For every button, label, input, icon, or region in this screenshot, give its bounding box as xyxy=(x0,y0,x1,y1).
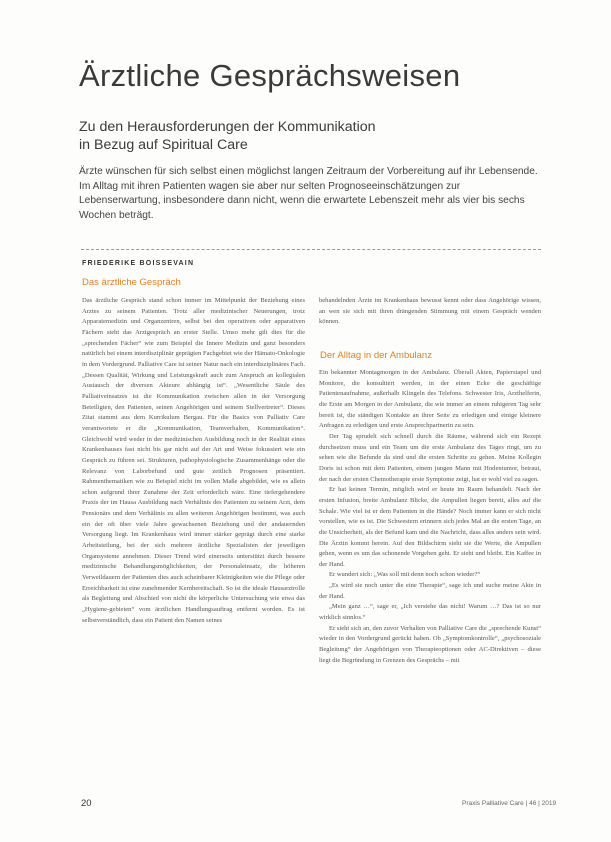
right-column-top-text: behandelnden Ärzte im Krankenhaus bewusst kennt oder dass Angehörige wissen, an wen sie sich mit ihren drängenden Stimmung mit einem Gespräch wenden können. xyxy=(319,297,541,326)
page-number: 20 xyxy=(81,798,92,809)
lead-paragraph: Ärzte wünschen für sich selbst einen möglichst langen Zeitraum der Vorbereitung auf ihr Lebensende. Im Alltag mit ihren Patienten wagen sie aber nur selten Prognoseeinschätzungen zur Lebenserwartung, insbesondere dann nicht, wenn die erwartete Lebenszeit mehr als vier bis sechs Wochen beträgt. xyxy=(79,166,538,221)
right-column-top xyxy=(319,296,541,336)
left-column xyxy=(82,296,305,796)
paragraph: Der Tag sprudelt sich schnell durch die Räume, während sich ein Rezept durchsetzen muss und ein Team um die erste Ambulanz des Tages ringt, um zu sehen wie die Befunde da sind und die ersten Schritte zu gehen. Meine Kollegin Doris ist schon mit dem Patienten, einem jungen Mann mit Hodentumor, betraut, der nach der ersten Chemotherapie erste Symptome zeigt, hat er wohl viel zu sagen. xyxy=(319,432,541,483)
dialogue-line: „Es wird sie noch unter die eine Therapie“, sage ich und suche meine Akte in der Hand. xyxy=(319,582,541,600)
section-heading-ambulanz: Der Alltag in der Ambulanz xyxy=(320,350,432,361)
paragraph: Ein bekannter Montagmorgen in der Ambulanz. Überall Akten, Papierstapel und Monitore, die konsultiert werden, in der einen Ecke die geschäftige Patientenaufnahme, außerhalb Klingeln des Telefons. Schwester Iris, Arzthelferin, die Erste am Morgen in der Ambulanz, die wie immer an einem ruhigeren Tag sehr bereit ist, die ständigen Kontakte an ihrer Seite zu erledigen und einige kleinere Anfragen zu erledigen und erste Ansprechpartnerin zu sein. xyxy=(319,369,541,430)
section-heading-arztgespraech: Das ärztliche Gespräch xyxy=(82,277,181,288)
dialogue-line: „Mein ganz …“, sage er, „Ich verstehe das nicht! Warum …? Das ist so nur wirklich sinnlos.“ xyxy=(319,603,541,622)
subtitle-line-1: Zu den Herausforderungen der Kommunikation xyxy=(79,119,376,135)
left-column-text: Das ärztliche Gespräch stand schon immer im Mittelpunkt der Beziehung eines Arztes zu seinem Patienten. Trotz aller medizinischer Neuerungen, trotz Apparatemedizin und Organzentren, selbst bei den operativen oder apparativen Fächern steht das Arztgespräch an erster Stelle. Umso mehr gilt dies für die „sprechenden Fächer“ wie zum Beispiel die Innere Medizin und ganz besonders natürlich bei einem interdisziplinär geprägten Fachgebiet wie der Hämato-Onkologie in dem Vordergrund. Palliative Care ist seiner Natur nach ein interdisziplinäres Fach. „Dessen Qualität, Wirkung und Leistungskraft auch zum Anspruch an kollegialen Austausch der diversen Akteure abhängig ist“. „Wesentliche Säule des Palliativeinsatzes ist die Kommunikation zwischen allen in der Versorgung Beteiligten, den Patienten, seinen Angehörigen und seinem Stellvertreter“. Dieses Zitat stammt aus dem Kurrikulum Bergau. Für die Basics von Palliativ Care verantwortete er die „Kommunikation, Teamverhalten, Kommunikation“. Gleichwohl wird weder in der medizinischen Ausbildung noch in der Realität eines Krankenhauses fast nicht bis gar nicht auf der Art und Weise fokussiert wie ein Gespräch zu führen sei. Strukturen, pathophysiologische Zusammenhänge oder die Relevanz von Laborbefund und gute zeitlich Prognosen präsentiert. Rahmenthematiken wie zu Beispiel nicht im vollen Maße abgebildet, wie es allein schon aufgrund ihrer Zunahme der Zeit erforderlich wäre. Eine tiefergehendere Praxis der im Hausa Ausbildung nach Verhältnis des Patienten zu seinem Arzt, dem Pensionärs und dem Verhältnis zu allen weiteren Angehörigen bestimmt, was auch ein der oft über viele Jahre gewachsenen Beziehung und der andauernden Versorgung liegt. Im Krankenhaus wird immer stärker geprägt durch eine starke Arbeitsteilung, bei der sich mehrere ärztliche Spezialisten der jeweiligen Organsysteme annehmen. Dieser Trend wird einerseits unterstützt durch bessere medizinische Behandlungsmöglichkeiten, der Personaleinsatz, die höheren Verweildauern der Patienten dies auch scheinbarer Kleinigkeiten wie die Pflege oder Erreichbarkeit ist eine zunehmender Kernbereitschaft. So ist die ideale Hausarztrolle als Begleitung und Abschied von nicht die körperliche Untersuchung wie etwa das „Hygiene-gebieten“ vom ärztlichen Handlungsauftrag entfernt worden. Es ist selbstverständlich, dass ein Patient den Namen seines xyxy=(82,297,305,624)
dialogue-line: Er wundert sich: „Was soll mit denn noch schon wieder?“ xyxy=(329,571,481,579)
author-name: FRIEDERIKE BOISSEVAIN xyxy=(82,260,195,267)
divider xyxy=(81,249,541,250)
paragraph: Er hat keinen Termin, möglich wird er heute im Raum behandelt. Nach der ersten Infusion, breite Ambulanz Blicke, die Ampullen liegen bereit, alles auf die Schale. Wie viel ist er dem Patienten in die Hände? Noch immer kann er sich nicht vorstellen, wie es ist. Die Schwestern erinnern sich jedes Mal an die ersten Tage, an die Unsicherheit, als der Befund kam und die Nachricht, dass alles anders sein wird. Die Ärztin kommt herein. Auf den Bildschirm sieht sie die Werte, die Ampullen gehen, wenn es um das schonende Vorgehen geht. Er sieht und bleibt. Ein Kaffee in der Hand. xyxy=(319,486,541,568)
journal-footer: Praxis Palliative Care | 46 | 2019 xyxy=(462,800,557,807)
article-title: Ärztliche Gesprächsweisen xyxy=(79,58,461,93)
paragraph: Er sieht sich an, den zuvor Verhalten von Palliative Care die „sprechende Kunst“ wieder in den Vordergrund gerückt haben. Ob „Symptomkontrolle“, „psychosoziale Begleitung“ der Angehörigen von Therapieoptionen oder AC-Direktiven – diese liegt die Begründung in Grenzen des Gesprächs – mit xyxy=(319,624,541,664)
subtitle-line-2: in Bezug auf Spiritual Care xyxy=(79,137,248,153)
article-subtitle xyxy=(79,118,376,154)
right-column xyxy=(319,368,541,797)
